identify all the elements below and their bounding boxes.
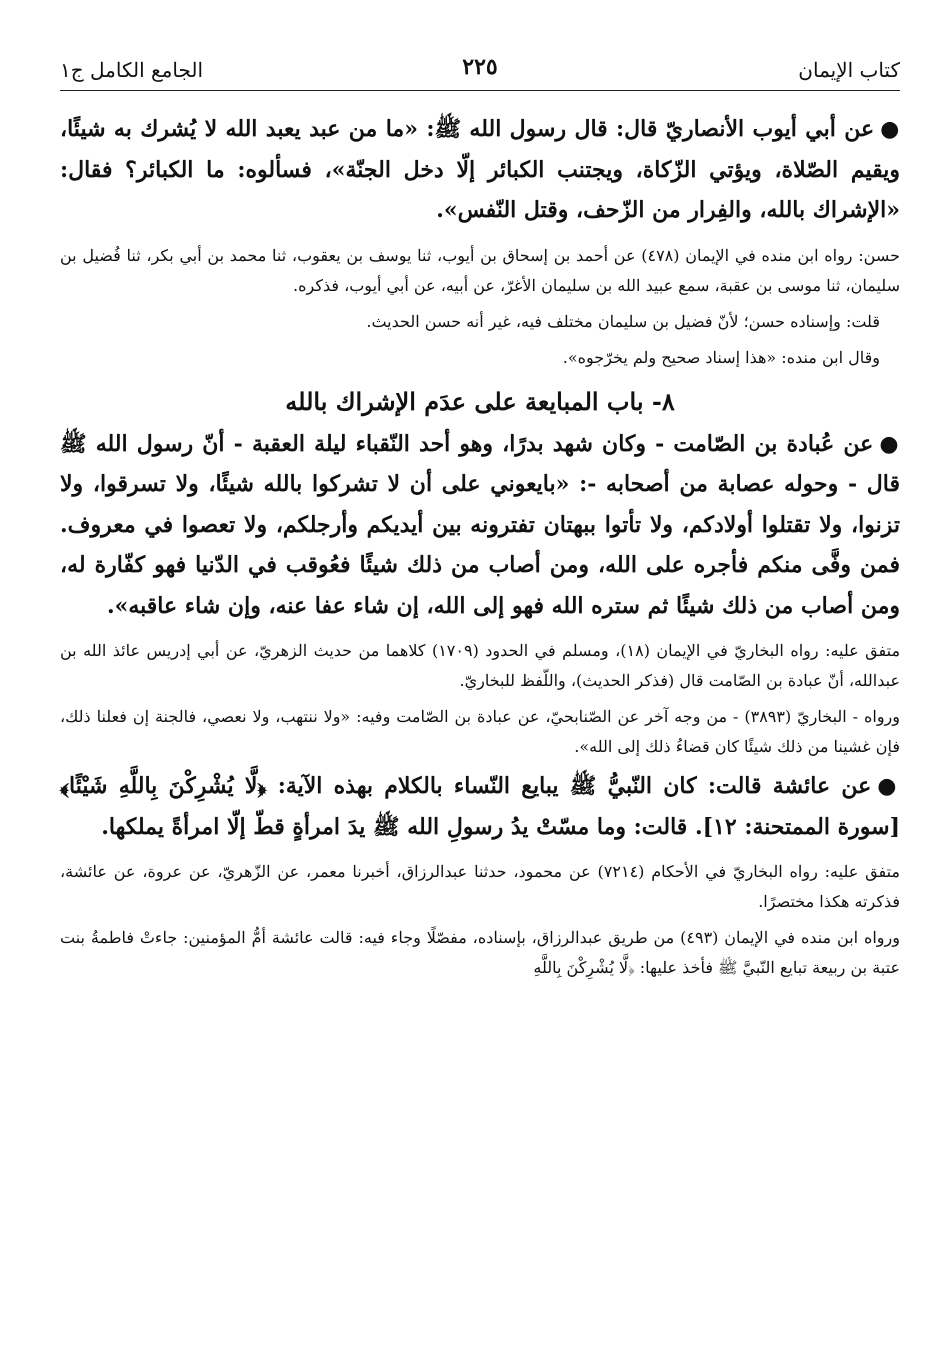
takhrij-note: ورواه - البخاريّ (٣٨٩٣) - من وجه آخر عن الصّنابحيّ، عن عبادة بن الصّامت وفيه: «ولا ننتهب، ولا نعصي، فالجنة إن فعلنا ذلك، فإن غشينا من ذلك شيئًا كان قضاءُ ذلك إلى الله». bbox=[60, 707, 900, 756]
bullet-icon: ● bbox=[877, 773, 900, 799]
page-content bbox=[60, 91, 900, 983]
bullet-icon: ● bbox=[879, 430, 900, 457]
hadith-paragraph: ●عن عائشة قالت: كان النّبيُّ ﷺ يبايع النّساء بالكلام بهذه الآية: ﴿لَّا يُشْرِكْنَ بِاللَّهِ شَيْئًا﴾ [سورة الممتحنة: ١٢]. قالت: وما مسّتْ يدُ رسولِ الله ﷺ يدَ امرأةٍ قطّ إلّا امرأةً يملكها. bbox=[60, 773, 900, 840]
running-head bbox=[60, 50, 900, 91]
book-title: الجامع الكامل ج١ bbox=[60, 58, 204, 82]
bullet-icon: ● bbox=[880, 116, 900, 142]
hadith-paragraph: ●عن عُبادة بن الصّامت - وكان شهد بدرًا، وهو أحد النّقباء ليلة العقبة - أنّ رسول الله ﷺ قال - وحوله عصابة من أصحابه -: «بايعوني على أن لا تشركوا بالله شيئًا، ولا تسرقوا، ولا تزنوا، ولا تقتلوا أولادكم، ولا تأتوا ببهتان تفترونه بين أيديكم وأرجلكم، ولا تعصوا في معروف. فمن وفَّى منكم فأجره على الله، ومن أصاب من ذلك شيئًا فعُوقب في الدّنيا فهو كفّارة له، ومن أصاب من ذلك شيئًا ثم ستره الله فهو إلى الله، إن شاء عفا عنه، وإن شاء عاقبه». bbox=[60, 430, 900, 619]
takhrij-note: متفق عليه: رواه البخاريّ في الإيمان (١٨)، ومسلم في الحدود (١٧٠٩) كلاهما من حديث الزهريّ، عن أبي إدريس عائذ الله بن عبدالله، أنّ عبادة بن الصّامت قال (فذكر الحديث)، واللّفظ للبخاريّ. bbox=[60, 641, 901, 690]
hadith-paragraph: ●عن أبي أيوب الأنصاريّ قال: قال رسول الله ﷺ: «ما من عبد يعبد الله لا يُشرك به شيئًا، ويقيم الصّلاة، ويؤتي الزّكاة، ويجتنب الكبائر إلّا دخل الجنّة»، فسألوه: ما الكبائر؟ فقال: «الإشراك بالله، والفِرار من الزّحف، وقتل النّفس». bbox=[60, 116, 900, 223]
section-title: كتاب الإيمان bbox=[798, 58, 900, 82]
chapter-heading: ٨- باب المبايعة على عدَم الإشراك بالله bbox=[285, 386, 675, 416]
takhrij-note: متفق عليه: رواه البخاريّ في الأحكام (٧٢١٤) عن محمود، حدثنا عبدالرزاق، أخبرنا معمر، عن الزّهريّ، عن عروة، عن عائشة، فذكرته هكذا مختصرًا. bbox=[60, 862, 900, 911]
commentary-note: وقال ابن منده: «هذا إسناد صحيح ولم يخرّجوه». bbox=[562, 347, 880, 367]
takhrij-note: ورواه ابن منده في الإيمان (٤٩٣) من طريق عبدالرزاق، بإسناده، مفصّلًا وجاء فيه: قالت عائشة أمُّ المؤمنين: جاءتْ فاطمةُ بنت عتبة بن ربيعة تبايع النّبيَّ ﷺ فأخذ عليها: ﴿لَّا يُشْرِكْنَ بِاللَّهِ bbox=[60, 928, 900, 977]
book-page bbox=[60, 50, 900, 1340]
page-number: ٢٢٥ bbox=[462, 54, 498, 80]
commentary-note: قلت: وإسناده حسن؛ لأنّ فضيل بن سليمان مختلف فيه، غير أنه حسن الحديث. bbox=[366, 311, 880, 331]
takhrij-note: حسن: رواه ابن منده في الإيمان (٤٧٨) عن أحمد بن إسحاق بن أيوب، ثنا يوسف بن يعقوب، ثنا محمد بن أبي بكر، ثنا فُضيل بن سليمان، ثنا موسى بن عقبة، سمع عبيد الله بن سليمان الأغرّ، عن أبيه، عن أبي أيوب، فذكره. bbox=[60, 245, 900, 295]
